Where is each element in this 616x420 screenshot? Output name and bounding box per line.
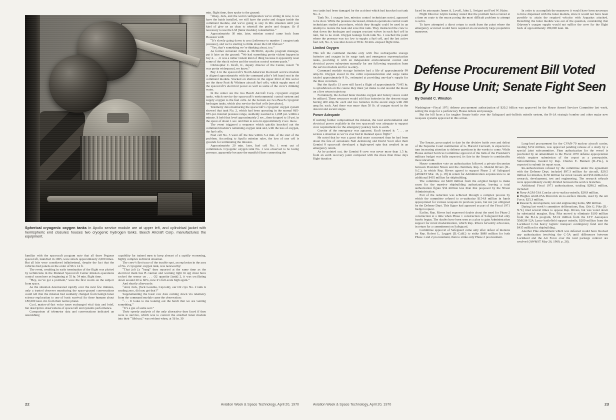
- paragraph: In the center are the two Beech Aircraft Corp. cryogenic oxygen tanks, which service the spacecraft’s environmental control system and supply oxygen to the fuel cells. At the bottom are two Beech cryogenic hydrogen tanks, which also service the fuel cells (see photo).: [206, 91, 299, 106]
- text-column-d: [313, 9, 408, 395]
- paragraph: Supplementing the basic raw data coming down via telemetry from the command module came the observation:: [118, 292, 206, 300]
- photo-caption: [25, 226, 206, 252]
- paragraph: capability for trained men to keep abreast of a rapidly worsening, highly complex technical situation.: [118, 254, 206, 261]
- bullet-item: ■ Hughes AGM-65A Maverick air-to-surface missile, used by the Air Force, $25.3 million.: [517, 194, 608, 202]
- subhead: Limited Oxygen: [313, 46, 339, 50]
- paragraph: Additional Fiscal 1971 authorizations, totaling $286.2 million, included:: [517, 184, 608, 191]
- paragraph: If nothing further compromised the mission, the total environmental and electrical power available in the two spacecraft was adequate to support crew requirements for the emergency journey back to earth.: [313, 118, 408, 129]
- bullet-item: ■ Navy AGM-53A Condor air-to-surface missile, $28.9 million.: [517, 191, 599, 195]
- paragraph: He noted that he was a great deal more concerned than he had been about the fate of astronauts Neil Armstrong and David Scott after their Gemini 8 spacecraft developed a high-speed spin that resulted in an emergency return.: [313, 136, 408, 150]
- paragraph: But the bill faces a far tougher Senate battle over the Safeguard anti-ballistic missile system, the B-1A strategic bomber and other major new weapons systems approved in this action.: [415, 113, 608, 120]
- text-column-f-top: [517, 9, 608, 59]
- paragraph: Approximately 20 min. later, fuel cell No. 1 went out of commission. Cryogenic oxygen tank No. 1 was observed to be losing pressure, apparently because the manifold lines connecting the: [206, 144, 299, 155]
- text-column-a: [25, 254, 114, 400]
- right-page-footer: [313, 402, 609, 412]
- paragraph: “It’s a gas of some sort.”: [122, 306, 155, 310]
- paragraph: “It’s slowly going down to zero [reference to number 1 oxygen tank pressure], and we’re starting to think about the LM lifeboat.”: [206, 39, 299, 46]
- paragraph: The Senate, preoccupied to date by the divisive battle over and defeat of the Supreme Court nomination of G. Harrold Carswell, is expected to turn increasing attention to defense questions in the weeks to come. While House Armed Services Committee approval of the bulk of the President’s military budget was fully expected, its fate in the Senate is considerably more uncertain.: [415, 141, 510, 162]
- right-footer-journal-name: Aviation Week & Space Technology, April 20, 1970: [313, 403, 392, 407]
- text-column-b: [118, 254, 206, 400]
- paragraph: During last week’s committee deliberations, Rep. Otis G. Pike (D.-N.Y.) tried several times to oppose Rep. Rivers, but was voted down by substantial margins. Rep. Pike moved to eliminate $100 million from the B-1A program, $31.9 million from the LTV Aerospace XMGM-52A Lance battlefield support missile, $200 million from the Lockheed C-5A heavy logistic transport contingency fund and the $435 million for shipbuilding.: [517, 205, 608, 230]
- left-page-footer: [25, 402, 299, 412]
- paragraph: And shortly afterwards:: [122, 282, 153, 286]
- paragraph: Re-authorizations refused by the committee under the agreement with the Defense Dept. included $97.3 million for aircraft, $29.5 million for missiles, $130 million for naval vessels and $56 million for research, development, test and engineering. The research refusals were approximately evenly divided between the service branches.: [517, 166, 608, 184]
- paragraph: Another Pike amendment which was defeated would have blocked any authorization involving the C-5A until differences between Lockheed and the Air Force over the total package contract are resolved (AW&ST May 26, 1969, p. 26).: [517, 229, 608, 244]
- paragraph: “. . . It looks to me looking out the hatch that we are venting something.”: [118, 299, 206, 307]
- text-column-e: [415, 141, 510, 395]
- text-column-e-top: [415, 9, 510, 59]
- left-footer-journal-name: Aviation Week & Space Technology, April 20, 1970: [220, 403, 299, 407]
- photo-caption-lead: Spherical cryogenic oxygen tanks: [25, 226, 87, 230]
- paragraph: But the Apollo 13 crew still faced a flight of approximately 73-85 hr. to splashdown on the course they must yet make to and around the moon on a free return trajectory.: [313, 83, 408, 94]
- article-byline: By Donald C. Winston: [415, 97, 452, 101]
- paragraph: min. flight time, they spoke to the ground:: [206, 11, 261, 15]
- subhead: Power Adequate: [313, 113, 340, 117]
- paragraph: House committee vote on authorization followed a private discussion between President Nixon and the chairman, Rep. L. Mendel Rivers (D.-S.C.), in which Rep. Rivers agreed to support Phase 2 of Safeguard (AW&ST Mar. 16, p. 18) in return for Administration acquiescence to an additional $435 million for shipbuilding.: [415, 162, 510, 180]
- text-column-c: [206, 11, 299, 399]
- paragraph: Fortunately, the docked lunar module oxygen and battery stores could be utilized. These resources would add four batteries in the descent stage having 400 amp./hr. each and two batteries in the ascent stage with 296 amp./hr. each. And there was more than 50 lb. of oxygen stored in the descent and ascent stages.: [313, 93, 408, 111]
- paragraph: “That jolt [a “bang” they reported at the same time as the electrical main bus B caution and warning light lit up] must have rocked the sensor on . . . O2 quantity [tank] 2, it was oscillating down around 20 to 60%, now it’s full-scale high again.”: [118, 268, 206, 282]
- paragraph: two tanks had been damaged by the accident which had knocked out tank No. 2.: [313, 9, 408, 16]
- paragraph: “Yes, that’s something we’re thinking about, too.”: [210, 46, 275, 50]
- article-lead: [415, 106, 608, 137]
- paragraph: “And, Jack, [Jack Lousma, Capcom], our O2 cryo No. 2 tank is reading zero, did you get that?”: [118, 285, 206, 293]
- article-headline: [414, 62, 612, 95]
- paragraph: Comparison of telemetry data and conversations indicated an astonishing: [25, 310, 114, 317]
- paragraph: Telemetry data monitoring the spacecraft’s cryogenic oxygen system showed that tank No. 2, which had been operating in the normal 865-935-psi. internal pressure range, suddenly zoomed to 1,008 psi. within a minute. It held that level approximately 2 sec., then dropped to 19 psi. in the space of about 1 sec. and then to zero in approximately 2 sec. more.: [206, 105, 299, 123]
- paragraph: As he pointed out, the Gemini 8 crew was never more than 1.5 hr. from an earth recovery point compared with the more than three days flight duration: [313, 150, 408, 161]
- paragraph: As the situation deteriorated rapidly over the next few minutes, only a trusted observer monitoring the space-ground conversations could tell that the mission had suddenly changed from benign lunar science exploration to one of basic survival for three humans about 180,000 naut. mi. from their native planet.: [25, 285, 114, 303]
- paragraph: Tank No. 1 oxygen loss, mission control technicians noted, appeared to be slow. While the pressure decreased, mission operations control room technicians studied procedures, which they thought could be used in an attempt to isolate the leak and save that tank. They instructed the crew to shut down the hydrogen and oxygen reactant valves in each fuel cell in turn, but to no avail. Oxygen leakage from tank No. 1 reached the point where the pressure was too low to supply a fuel cell, and the last active fuel cell, No. 2, was shut down at 58 hr. 36 min. elapsed flight time.: [313, 16, 408, 44]
- paragraph: Long-lead procurement for the CVAN-70 nuclear aircraft carrier, totaling $152 million, was approved pending release of a study by a special joint subcommittee. Firm authorization for the vessel is precluded by an amendment to the Fiscal 1970 defense appropriation which requires submission of the report as a prerequisite. Subcommittee, headed by Rep. Charles E. Bennett (D.-Fla.), is expected to submit its report soon.: [517, 142, 608, 167]
- paragraph: “Okay, Jack, and the weird configuration we’re sitting in now, is we have the hatch installed, we still have the probe and drogue inside the command module, and we’re going to stay in this situation until you kind of give us an okay to reinstall the probe and drogue. Or if necessary to use the LM [lunar module] consumables.”: [206, 14, 299, 32]
- bullet-item: ■ Research, development, test and engineering items, $80 million.: [517, 201, 602, 205]
- photo-grain-overlay: [25, 15, 205, 222]
- paragraph: faced by astronauts James A. Lovell, John L. Swigert and Fred W. Haise.: [415, 9, 509, 13]
- paragraph: Fuel cell No. 3 went off the line within 3-4 min. of the start of the problem. According to Apollo mission rules, the loss of one cell is grounds for terminating the mission.: [206, 133, 299, 144]
- paragraph: Part of the reduction was achieved through a complex process by which the committee refused to re-authorize $154.8 million in funds appropriated for various weapons in previous years, but not yet obligated by the Defense Dept. This figure had appeared as part of the Fiscal 1971 budget request.: [415, 193, 510, 211]
- paragraph: Bay 4 in the spacecraft’s North American Rockwell service module is aligned approximately with the command pilot’s left hand seat in the command module. Stacked on shelves in the upper third of this sector are the three Pratt & Whitney aircraft fuel cells, which supply most of the spacecraft’s electrical power as well as some of the crew’s drinking water.: [206, 70, 299, 92]
- paragraph: This left the command module only with five rechargeable storage batteries and oxygen in its surge tank and emergency repressurization tanks, providing it with an independent environmental control and electrical power subsystem normally for use following separation from the service module and for re-entry.: [313, 51, 408, 69]
- paragraph: Committee approval of Safeguard came only after defeat of motions by Rep. Robert L. Leggett (D.-Calif.) to strike $680 million for both Phase 1 and 2 procurement, then to strike only Phase 2 procurement.: [415, 228, 510, 239]
- paragraph: Cool, matter-of-fact voice tones exchanged vital data and brief, but descriptive observations of spacecraft and systems performance.: [25, 303, 114, 310]
- paragraph: The event triggered a sequence which quickly knocked out the command module’s remaining oxygen tank and, with the loss of oxygen, the fuel cells.: [206, 123, 299, 134]
- paragraph: As former astronaut James A. McDivitt, Apollo program manager, put it later on the ground: “We had something pretty violent happen in bay 4. . . . it was a rather violent kind of thing because it apparently reset some of the shock valves and the reaction control system quads.”: [206, 49, 299, 64]
- paragraph: Command module storage batteries had a life of approximately 99 amp./hr. Oxygen stored in the cabin repressurization and surge tanks totaled approximately 8 lb., estimated at providing one-day’s supply for the three crewmen.: [313, 69, 408, 83]
- paragraph: To have attempted a direct return to earth from the point where the emergency occurred would have required an excessively large propulsive maneuver.: [415, 23, 510, 34]
- column-divider-rule: [517, 137, 608, 138]
- right-page-number: 23: [604, 402, 609, 407]
- paragraph: familiar with the spacecraft program note that all three Pegasus spacecraft, launched in 1965, were struck approximately 2,000 times. But all hits were considered infinitesimal, despite the fact that the vehicles had panels on the order of 96 x 14 ft.: [25, 254, 114, 268]
- headline-line-2: By House Unit; Senate Fight Seen: [414, 79, 606, 94]
- headline-line-1: Defense Procurement Bill Voted: [414, 63, 595, 77]
- paragraph: Their speedy analysis of the only alternative they faced if they were to survive, which was to convert the attached lunar module into their “lifeboat,” was evident when, at 56 hr. 30: [118, 310, 206, 321]
- paragraph: The committee cut $469 million from the original budget to make room for the massive shipbuilding authorization, leaving a total authorization figure $34 million less than that proposed by the Nixon Administration.: [415, 179, 510, 194]
- paragraph: Earlier, Rep. Rivers had expressed doubts about the need for Phase 2 construction at a time when Phase 1 construction of Safeguard had only barely begun. The doubts have been seen as a ploy to gain Administration support for naval modernization, which Rep. Rivers fervently advocates, in return for a commitment on Safeguard.: [415, 211, 510, 229]
- paragraph: The crew’s first trace of the trouble spot, an explosion in the area of No. 2 cryogenic oxygen tank, was noteworthy:: [118, 261, 206, 268]
- paragraph: Christopher C. Kraft, Jr., deputy director of the Center, noted: “It was pretty widespread, we know.”: [206, 63, 299, 71]
- paragraph: Approximately 30 min. later, mission control came back from Houston with:: [206, 32, 299, 39]
- paragraph: “Hey, we’ve got a problem,” were the first words on the subject from space.: [25, 278, 114, 286]
- paragraph: Washington—Fiscal 1971 defense procurement authorization of $20.2 billion was approved by the House Armed Services Committee last week, setting the stage for a perfunctory House debate and passage.: [415, 106, 608, 113]
- text-column-f: [517, 142, 608, 395]
- paragraph: Flight Director Glynn Lunney stated that the problem had occurred at a time en route to the moon posing the most difficult problem to attempt to solve.: [415, 12, 510, 23]
- paragraph: The event, resulting in early termination of the flight was plotted by technicians in the Manned Spacecraft Center mission operations control room here as beginning at 55 hr. 54 min. flight time.: [25, 268, 114, 279]
- paragraph: In order to accomplish the maneuver it would have been necessary to have dispensed with the lunar module, since it would not have been possible to attain the required velocity with Aquarius attached. Detaching the lunar module was out of the question, considering that Odyssey’s oxygen supply would not suffice the crew for the flight back of approximately 180,000 naut. mi.: [517, 9, 608, 30]
- service-module-photo: [25, 15, 205, 222]
- paragraph: Gravity of the emergency was apparent. Kraft termed it: “. . . as serious a situation as we’ve ever had in manned space flight.”: [313, 129, 408, 136]
- photo-caption-text: in Apollo service module are at upper left, and cylindrical jacket with hemispheric end closures houses two cryogenic hydrogen tanks. Beech Aircraft Corp. manufactures the equipment.: [25, 226, 206, 239]
- left-page-number: 22: [25, 402, 30, 407]
